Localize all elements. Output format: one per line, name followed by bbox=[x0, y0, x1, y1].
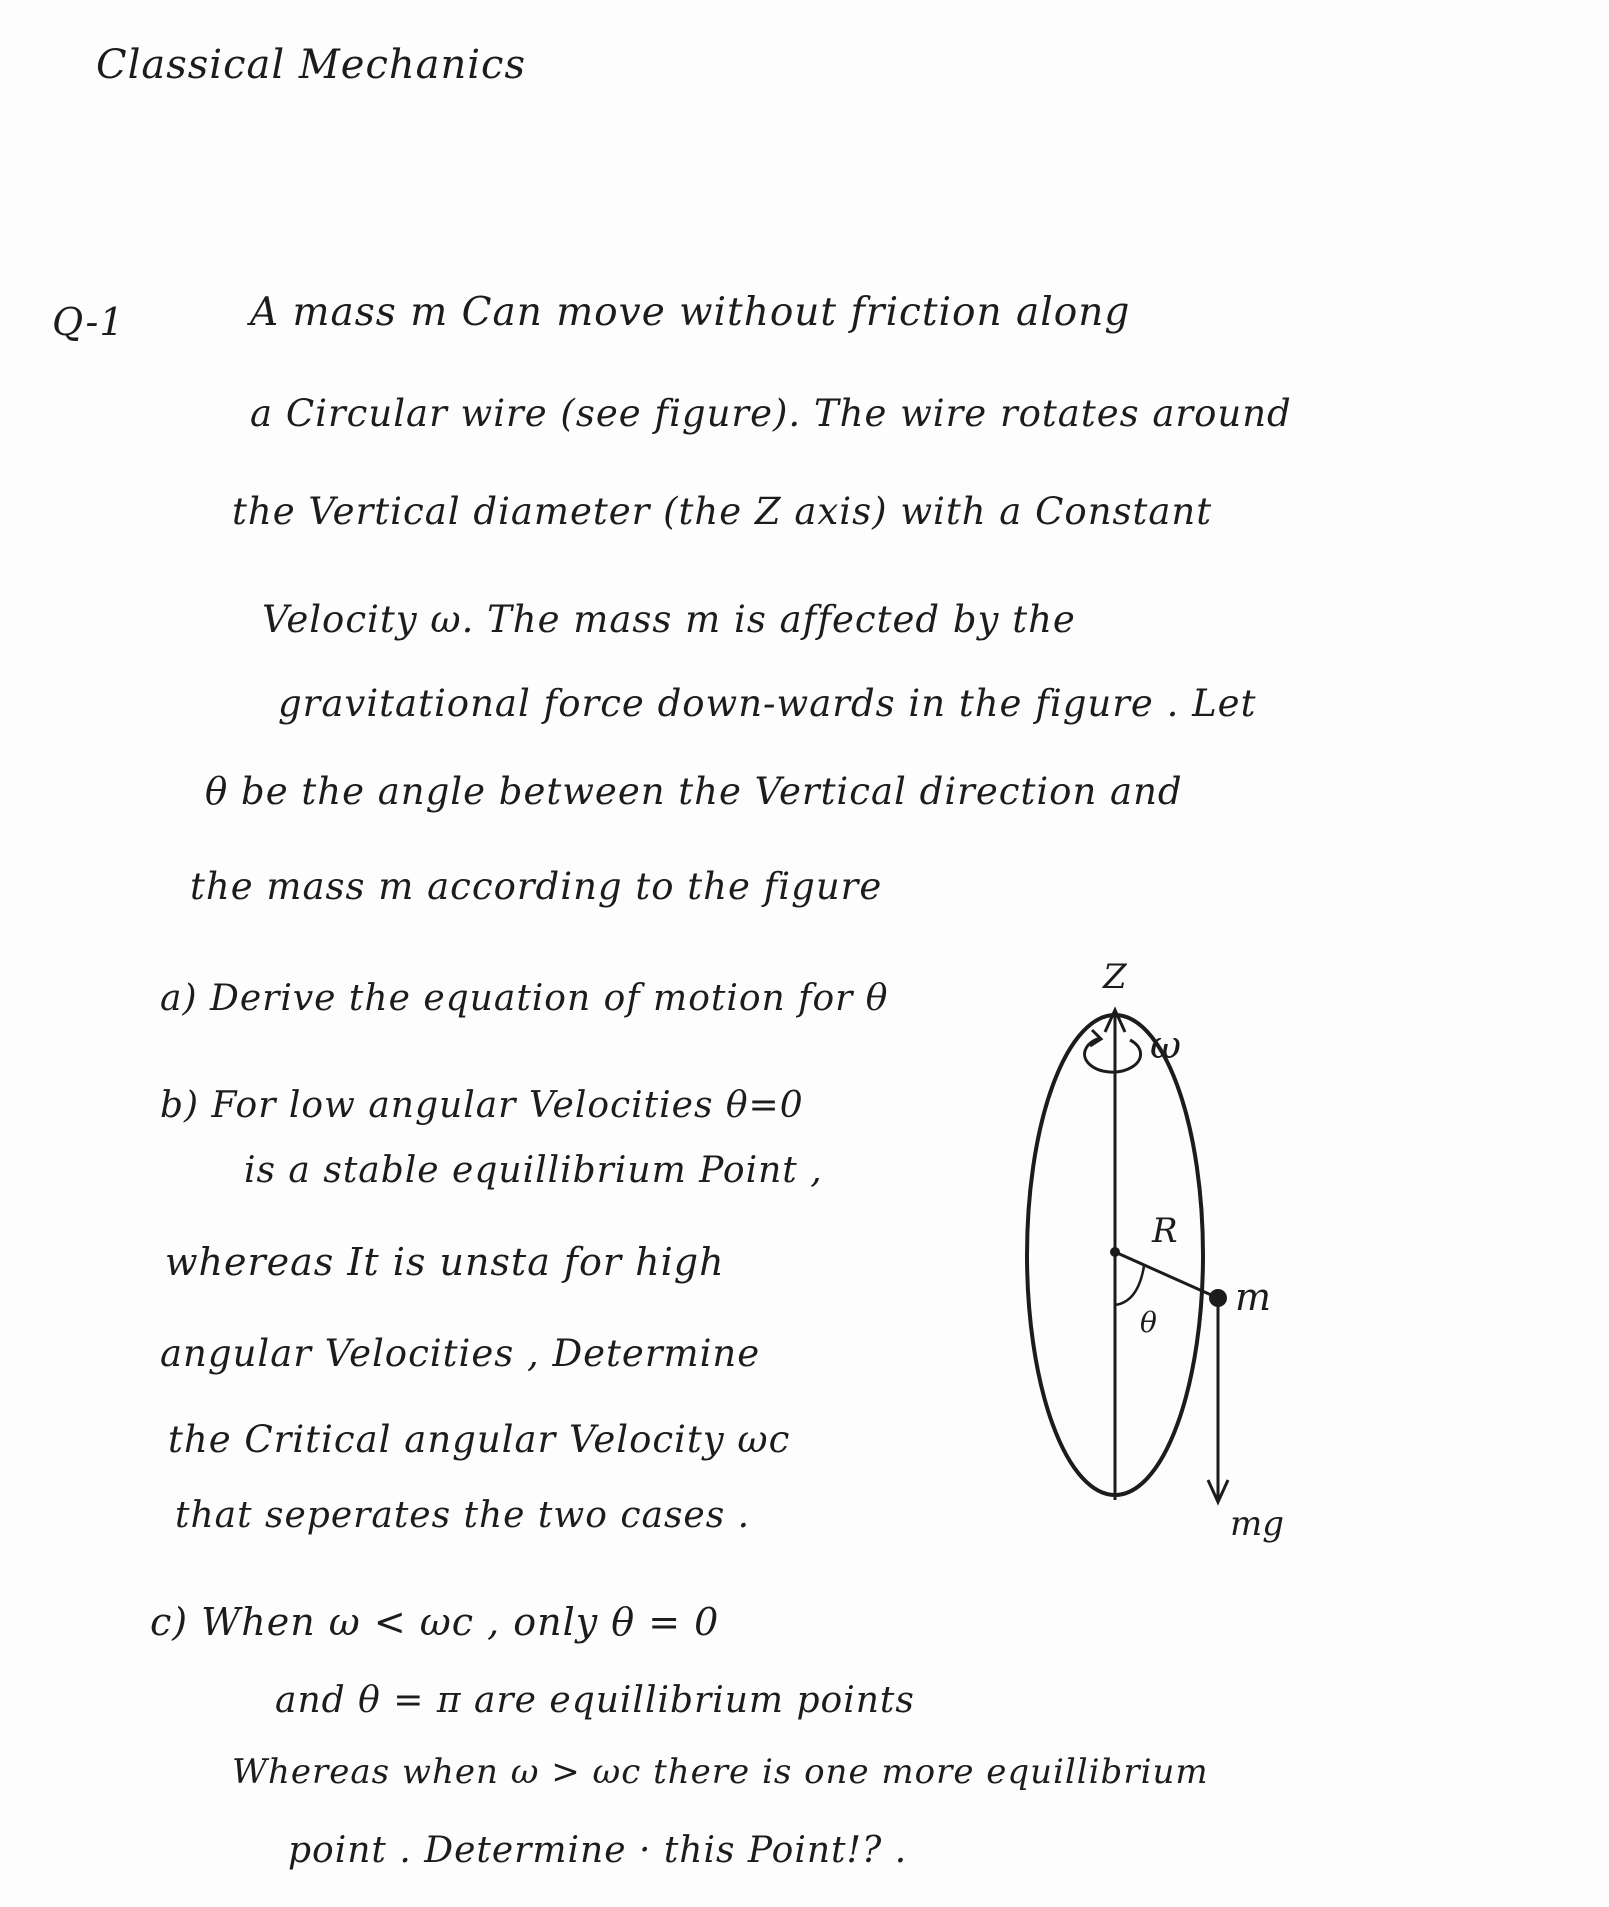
part-b-line-4: angular Velocities , Determine bbox=[160, 1332, 761, 1375]
z-axis-label: Z bbox=[1103, 957, 1127, 997]
figure-svg bbox=[980, 957, 1360, 1560]
omega-label: ω bbox=[1150, 1023, 1181, 1067]
statement-line-5: gravitational force down-wards in the figure . Let bbox=[278, 682, 1257, 725]
part-b-line-1: b) For low angular Velocities θ=0 bbox=[160, 1085, 804, 1126]
statement-line-2: a Circular wire (see figure). The wire rotates around bbox=[250, 392, 1292, 435]
part-c-line-3: Whereas when ω > ωc there is one more equillibrium bbox=[232, 1752, 1209, 1792]
statement-line-7: the mass m according to the figure bbox=[190, 865, 883, 908]
statement-line-1: A mass m Can move without friction along bbox=[250, 290, 1131, 335]
rotation-arrowhead-icon bbox=[1090, 1030, 1101, 1046]
part-c-line-1: c) When ω < ωc , only θ = 0 bbox=[150, 1600, 720, 1644]
statement-line-3: the Vertical diameter (the Z axis) with a Constant bbox=[232, 490, 1213, 533]
circular-wire-figure bbox=[980, 957, 1360, 1560]
question-label: Q-1 bbox=[52, 300, 125, 344]
part-a-line-1: a) Derive the equation of motion for θ bbox=[160, 978, 889, 1019]
page-title: Classical Mechanics bbox=[96, 42, 526, 88]
part-c-line-4: point . Determine · this Point!? . bbox=[288, 1830, 908, 1871]
part-b-line-6: that seperates the two cases . bbox=[175, 1495, 751, 1536]
angle-arc bbox=[1115, 1266, 1144, 1305]
statement-line-4: Velocity ω. The mass m is affected by the bbox=[262, 598, 1076, 641]
part-c-line-2: and θ = π are equillibrium points bbox=[275, 1680, 915, 1721]
radius-label: R bbox=[1152, 1211, 1178, 1251]
part-b-line-5: the Critical angular Velocity ωc bbox=[168, 1418, 791, 1461]
mass-label: m bbox=[1235, 1275, 1272, 1319]
part-b-line-3: whereas It is unsta for high bbox=[165, 1240, 725, 1284]
angle-label: θ bbox=[1140, 1306, 1157, 1339]
part-b-line-2: is a stable equillibrium Point , bbox=[244, 1150, 823, 1191]
gravity-label: mg bbox=[1230, 1504, 1285, 1544]
statement-line-6: θ be the angle between the Vertical direction and bbox=[205, 770, 1183, 813]
